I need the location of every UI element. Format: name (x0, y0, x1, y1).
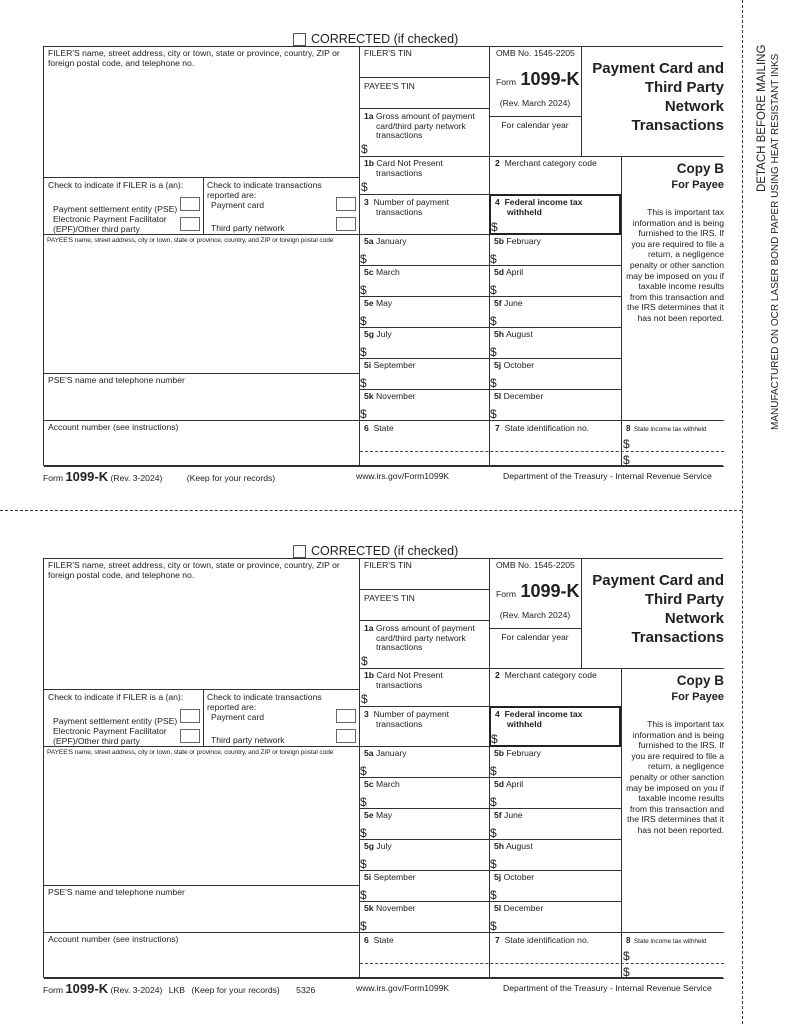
irs-url: www.irs.gov/Form1099K (356, 471, 450, 481)
dollar-sign: $ (360, 919, 367, 933)
dollar-sign: $ (491, 220, 498, 234)
transactions-type-label: Check to indicate transactions reported are: (207, 180, 322, 200)
dollar-sign: $ (490, 283, 497, 297)
copy-label: Copy B (676, 673, 724, 688)
payee-tin-field[interactable] (360, 604, 488, 619)
pse-option-label: Payment settlement entity (PSE) (53, 204, 178, 214)
important-tax-notice: This is important tax information and is being furnished to the IRS. If you are required to file a return, a negligence penalty or other sanction may be imposed on you if taxable income results from this transaction and the IRS determines that it has not been reported. (626, 719, 724, 835)
box-5d-april[interactable] (489, 777, 621, 808)
form-grid (43, 558, 723, 978)
box-4-field[interactable] (490, 219, 618, 233)
for-payee-label: For Payee (671, 691, 724, 703)
box-3-field[interactable] (360, 219, 488, 233)
box-8-label: 8 State income tax withheld (626, 424, 707, 433)
box-4-label: 4 Federal income tax withheld (495, 197, 583, 217)
calendar-year-label: For calendar year (501, 120, 569, 130)
dollar-sign: $ (360, 764, 367, 778)
dollar-sign: $ (490, 888, 497, 902)
box-1b-field[interactable] (360, 691, 488, 705)
box-5l-december[interactable] (489, 389, 621, 420)
box-2-field[interactable] (490, 171, 620, 193)
important-tax-notice: This is important tax information and is being furnished to the IRS. If you are required to file a return, a negligence penalty or other sanction may be imposed on you if taxable income results from this transaction and the IRS determines that it has not been reported. (626, 207, 724, 323)
irs-url: www.irs.gov/Form1099K (356, 983, 450, 993)
form-copy-1 (0, 33, 791, 513)
payee-tin-label: PAYEE'S TIN (364, 81, 415, 91)
account-number-field[interactable] (45, 434, 358, 466)
third-party-network-option-label: Third party network (211, 735, 285, 745)
corrected-label: CORRECTED (if checked) (311, 544, 459, 558)
omb-number: OMB No. 1545-2205 (496, 560, 575, 570)
account-number-label: Account number (see instructions) (48, 934, 179, 944)
dollar-sign: $ (361, 692, 368, 706)
dollar-sign: $ (623, 437, 630, 451)
month-label: 5d April (494, 779, 524, 789)
dollar-sign: $ (491, 732, 498, 746)
month-label: 5k November (364, 391, 416, 401)
box-7-field-2[interactable] (490, 964, 620, 978)
payment-card-option-label: Payment card (211, 200, 265, 210)
filer-type-label: Check to indicate if FILER is a (an): (48, 180, 184, 190)
transactions-type-label: Check to indicate transactions reported are: (207, 692, 322, 712)
box-1a-field[interactable] (360, 141, 488, 155)
box-5i-september[interactable] (359, 870, 489, 901)
form-footer-left: Form 1099-K (Rev. 3-2024) (Keep for your records) (43, 469, 276, 484)
dollar-sign: $ (360, 826, 367, 840)
box-5f-june[interactable] (489, 808, 621, 839)
dollar-sign: $ (623, 949, 630, 963)
month-label: 5d April (494, 267, 524, 277)
pse-name-field[interactable] (45, 899, 358, 931)
box-4-label: 4 Federal income tax withheld (495, 709, 583, 729)
pse-name-field[interactable] (45, 387, 358, 419)
filer-name-label: FILER'S name, street address, city or town, state or province, country, ZIP or foreign postal code, and telephone no. (48, 48, 340, 68)
corrected-label: CORRECTED (if checked) (311, 32, 459, 46)
dollar-sign: $ (360, 857, 367, 871)
box-6-field-1[interactable] (360, 947, 488, 962)
box-5e-may[interactable] (359, 296, 489, 327)
box-5l-december[interactable] (489, 901, 621, 932)
box-5j-october[interactable] (489, 358, 621, 389)
corrected-checkbox-row[interactable] (293, 544, 458, 558)
box-8-label: 8 State income tax withheld (626, 936, 707, 945)
box-1a-label: 1a Gross amount of payment card/third party network transactions (364, 623, 475, 652)
box-3-field[interactable] (360, 731, 488, 745)
dollar-sign: $ (490, 826, 497, 840)
dollar-sign: $ (360, 345, 367, 359)
payment-card-checkbox[interactable] (336, 197, 356, 211)
dollar-sign: $ (360, 283, 367, 297)
department-label: Department of the Treasury - Internal Revenue Service (503, 983, 712, 993)
box-5c-march[interactable] (359, 265, 489, 296)
manufactured-notice: MANUFACTURED ON OCR LASER BOND PAPER USING HEAT RESISTANT INKS (770, 53, 781, 430)
account-number-label: Account number (see instructions) (48, 422, 179, 432)
box-8-field-1[interactable] (622, 947, 722, 962)
filer-type-label: Check to indicate if FILER is a (an): (48, 692, 184, 702)
box-1b-label: 1b Card Not Present transactions (364, 670, 443, 690)
box-1b-label: 1b Card Not Present transactions (364, 158, 443, 178)
dollar-sign: $ (490, 764, 497, 778)
month-label: 5k November (364, 903, 416, 913)
dollar-sign: $ (361, 180, 368, 194)
month-label: 5j October (494, 872, 535, 882)
box-5g-july[interactable] (359, 839, 489, 870)
box-3-label: 3 Number of payment transactions (364, 197, 450, 217)
month-label: 5l December (494, 391, 544, 401)
box-2-label: 2 Merchant category code (495, 670, 597, 680)
month-label: 5a January (364, 748, 407, 758)
box-5a-january[interactable] (359, 746, 489, 777)
epf-checkbox[interactable] (180, 729, 200, 743)
dollar-sign: $ (490, 919, 497, 933)
box-5b-february[interactable] (489, 746, 621, 777)
month-label: 5g July (364, 841, 392, 851)
box-7-label: 7 State identification no. (495, 935, 590, 945)
pse-name-label: PSE'S name and telephone number (48, 375, 185, 385)
box-1a-label: 1a Gross amount of payment card/third party network transactions (364, 111, 475, 140)
dollar-sign: $ (490, 857, 497, 871)
form-number-heading: Form 1099-K (496, 581, 580, 601)
corrected-checkbox[interactable] (293, 545, 306, 558)
box-5a-january[interactable] (359, 234, 489, 265)
box-6-label: 6 State (364, 423, 394, 433)
calendar-year-field[interactable] (490, 131, 580, 155)
month-label: 5g July (364, 329, 392, 339)
box-5k-november[interactable] (359, 901, 489, 932)
box-5k-november[interactable] (359, 389, 489, 420)
box-8-field-2[interactable] (622, 452, 722, 466)
calendar-year-label: For calendar year (501, 632, 569, 642)
payee-name-label: PAYEE'S name, street address, city or town, state or province, country, and ZIP or foreign postal code (47, 237, 334, 244)
dollar-sign: $ (490, 345, 497, 359)
form-number-heading: Form 1099-K (496, 69, 580, 89)
detach-notice: DETACH BEFORE MAILING (756, 44, 768, 192)
box-5c-march[interactable] (359, 777, 489, 808)
box-5h-august[interactable] (489, 839, 621, 870)
filer-tin-field[interactable] (360, 571, 488, 588)
dollar-sign: $ (490, 376, 497, 390)
month-label: 5h August (494, 841, 533, 851)
box-7-field-1[interactable] (490, 435, 620, 450)
month-label: 5e May (364, 298, 393, 308)
box-8-field-2[interactable] (622, 964, 722, 978)
dollar-sign: $ (360, 407, 367, 421)
box-5f-june[interactable] (489, 296, 621, 327)
epf-checkbox[interactable] (180, 217, 200, 231)
payment-card-checkbox[interactable] (336, 709, 356, 723)
month-label: 5l December (494, 903, 544, 913)
box-1a-field[interactable] (360, 653, 488, 667)
filer-tin-label: FILER'S TIN (364, 560, 412, 570)
box-5d-april[interactable] (489, 265, 621, 296)
dollar-sign: $ (360, 795, 367, 809)
revision-date: (Rev. March 2024) (499, 610, 571, 620)
box-5e-may[interactable] (359, 808, 489, 839)
dollar-sign: $ (360, 252, 367, 266)
month-label: 5f June (494, 810, 523, 820)
account-number-field[interactable] (45, 946, 358, 978)
third-party-network-option-label: Third party network (211, 223, 285, 233)
filer-tin-label: FILER'S TIN (364, 48, 412, 58)
dollar-sign: $ (360, 314, 367, 328)
month-label: 5c March (364, 779, 400, 789)
box-6-field-1[interactable] (360, 435, 488, 450)
third-party-network-checkbox[interactable] (336, 729, 356, 743)
payee-name-label: PAYEE'S name, street address, city or town, state or province, country, and ZIP or foreign postal code (47, 749, 334, 756)
dollar-sign: $ (623, 453, 630, 467)
dollar-sign: $ (361, 142, 368, 156)
third-party-network-checkbox[interactable] (336, 217, 356, 231)
payee-name-field[interactable] (45, 247, 358, 372)
box-7-field-1[interactable] (490, 947, 620, 962)
dollar-sign: $ (623, 965, 630, 979)
month-label: 5b February (494, 236, 541, 246)
dollar-sign: $ (490, 795, 497, 809)
copy-label: Copy B (676, 161, 724, 176)
box-2-label: 2 Merchant category code (495, 158, 597, 168)
month-label: 5c March (364, 267, 400, 277)
payee-tin-label: PAYEE'S TIN (364, 593, 415, 603)
pse-name-label: PSE'S name and telephone number (48, 887, 185, 897)
form-title: Payment Card and Third Party Network Transactions (592, 572, 724, 646)
box-5g-july[interactable] (359, 327, 489, 358)
epf-option-label: Electronic Payment Facilitator (EPF)/Other third party (53, 214, 167, 234)
box-3-label: 3 Number of payment transactions (364, 709, 450, 729)
filer-name-label: FILER'S name, street address, city or town, state or province, country, ZIP or foreign postal code, and telephone no. (48, 560, 340, 580)
payment-card-option-label: Payment card (211, 712, 265, 722)
payee-tin-field[interactable] (360, 92, 488, 107)
box-5h-august[interactable] (489, 327, 621, 358)
calendar-year-field[interactable] (490, 643, 580, 667)
corrected-checkbox-row[interactable] (293, 32, 458, 46)
box-7-field-2[interactable] (490, 452, 620, 466)
department-label: Department of the Treasury - Internal Revenue Service (503, 471, 712, 481)
box-6-field-2[interactable] (360, 964, 488, 978)
dollar-sign: $ (490, 314, 497, 328)
dollar-sign: $ (360, 376, 367, 390)
box-8-field-1[interactable] (622, 435, 722, 450)
dollar-sign: $ (490, 252, 497, 266)
pse-checkbox[interactable] (180, 197, 200, 211)
filer-name-field[interactable] (44, 47, 359, 177)
dollar-sign: $ (360, 888, 367, 902)
box-1b-field[interactable] (360, 179, 488, 193)
month-label: 5i September (364, 872, 416, 882)
month-label: 5i September (364, 360, 416, 370)
revision-date: (Rev. March 2024) (499, 98, 571, 108)
month-label: 5a January (364, 236, 407, 246)
dollar-sign: $ (361, 654, 368, 668)
form-copy-2 (0, 545, 791, 1024)
form-title: Payment Card and Third Party Network Transactions (592, 60, 724, 134)
pse-checkbox[interactable] (180, 709, 200, 723)
box-5i-september[interactable] (359, 358, 489, 389)
month-label: 5b February (494, 748, 541, 758)
epf-option-label: Electronic Payment Facilitator (EPF)/Other third party (53, 726, 167, 746)
box-2-field[interactable] (490, 683, 620, 705)
box-5j-october[interactable] (489, 870, 621, 901)
filer-name-field[interactable] (44, 559, 359, 689)
dollar-sign: $ (490, 407, 497, 421)
month-label: 5e May (364, 810, 393, 820)
for-payee-label: For Payee (671, 179, 724, 191)
box-5b-february[interactable] (489, 234, 621, 265)
form-footer-left: Form 1099-K (Rev. 3-2024) LKB (Keep for your records) 5326 (43, 981, 316, 996)
corrected-checkbox[interactable] (293, 33, 306, 46)
month-label: 5j October (494, 360, 535, 370)
box-6-field-2[interactable] (360, 452, 488, 466)
month-label: 5f June (494, 298, 523, 308)
box-6-label: 6 State (364, 935, 394, 945)
payee-name-field[interactable] (45, 759, 358, 884)
box-7-label: 7 State identification no. (495, 423, 590, 433)
box-4-field[interactable] (490, 731, 618, 745)
omb-number: OMB No. 1545-2205 (496, 48, 575, 58)
filer-tin-field[interactable] (360, 59, 488, 76)
form-grid (43, 46, 723, 466)
month-label: 5h August (494, 329, 533, 339)
pse-option-label: Payment settlement entity (PSE) (53, 716, 178, 726)
